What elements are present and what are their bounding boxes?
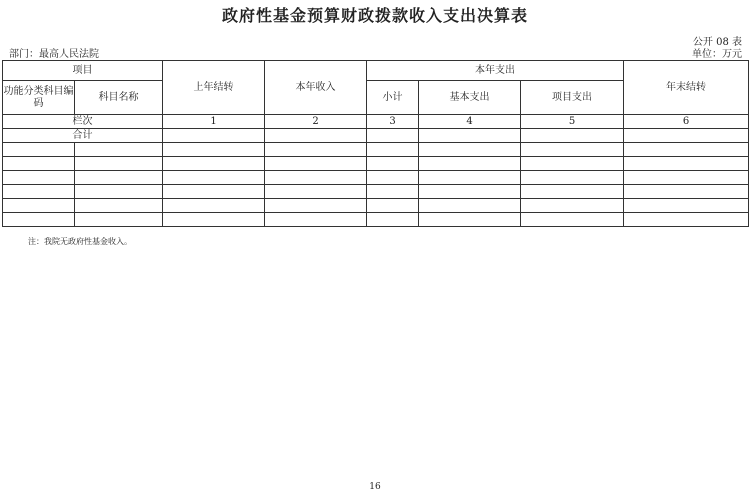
header-prev-balance: 上年结转 — [163, 61, 265, 115]
header-item: 项目 — [3, 61, 163, 81]
table-cell — [367, 171, 419, 185]
column-number: 5 — [521, 115, 624, 129]
table-cell — [3, 185, 75, 199]
table-cell — [3, 143, 75, 157]
table-cell — [367, 157, 419, 171]
total-label: 合计 — [3, 129, 163, 143]
table-cell — [75, 199, 163, 213]
table-cell — [419, 213, 521, 227]
table-cell — [75, 143, 163, 157]
table-cell — [367, 213, 419, 227]
table-cell — [419, 199, 521, 213]
table-cell — [265, 213, 367, 227]
department-label: 部门：最高人民法院 — [9, 49, 99, 60]
table-cell — [521, 185, 624, 199]
table-row — [3, 171, 749, 185]
header-year-end-balance: 年末结转 — [624, 61, 749, 115]
table-cell — [521, 143, 624, 157]
table-cell — [521, 171, 624, 185]
table-cell — [624, 129, 749, 143]
column-index-row — [3, 115, 749, 129]
column-number: 3 — [367, 115, 419, 129]
table-cell — [75, 157, 163, 171]
column-index-label: 栏次 — [3, 115, 163, 129]
table-cell — [419, 185, 521, 199]
budget-table — [2, 60, 749, 227]
table-cell — [3, 157, 75, 171]
table-cell — [75, 213, 163, 227]
table-cell — [624, 185, 749, 199]
table-row — [3, 157, 749, 171]
column-number: 6 — [624, 115, 749, 129]
table-cell — [265, 143, 367, 157]
table-cell — [3, 213, 75, 227]
table-cell — [163, 157, 265, 171]
footnote: 注：我院无政府性基金收入。 — [28, 237, 132, 246]
table-cell — [265, 171, 367, 185]
table-cell — [163, 129, 265, 143]
table-cell — [265, 129, 367, 143]
page-number: 16 — [369, 482, 381, 492]
table-cell — [367, 143, 419, 157]
table-row — [3, 199, 749, 213]
table-row — [3, 213, 749, 227]
table-cell — [521, 213, 624, 227]
table-cell — [624, 157, 749, 171]
table-cell — [624, 213, 749, 227]
table-cell — [367, 129, 419, 143]
table-cell — [419, 157, 521, 171]
page-title: 政府性基金预算财政拨款收入支出决算表 — [221, 6, 528, 25]
table-cell — [163, 143, 265, 157]
header-func-code: 功能分类科目编码 — [3, 81, 75, 115]
table-cell — [3, 171, 75, 185]
unit-label: 单位：万元 — [692, 49, 742, 60]
table-cell — [521, 199, 624, 213]
header-current-expense: 本年支出 — [367, 61, 624, 81]
header-subtotal: 小计 — [367, 81, 419, 115]
column-number: 4 — [419, 115, 521, 129]
column-number: 1 — [163, 115, 265, 129]
table-cell — [624, 199, 749, 213]
total-row — [3, 129, 749, 143]
table-cell — [367, 199, 419, 213]
table-cell — [75, 185, 163, 199]
table-cell — [163, 185, 265, 199]
header-subject-name: 科目名称 — [75, 81, 163, 115]
table-cell — [419, 143, 521, 157]
table-cell — [163, 171, 265, 185]
table-cell — [75, 171, 163, 185]
table-row — [3, 185, 749, 199]
table-cell — [265, 199, 367, 213]
table-cell — [367, 185, 419, 199]
table-cell — [521, 129, 624, 143]
table-cell — [624, 143, 749, 157]
table-cell — [521, 157, 624, 171]
table-cell — [265, 185, 367, 199]
table-cell — [265, 157, 367, 171]
header-project-expense: 项目支出 — [521, 81, 624, 115]
header-basic-expense: 基本支出 — [419, 81, 521, 115]
table-cell — [163, 213, 265, 227]
table-cell — [419, 129, 521, 143]
header-current-income: 本年收入 — [265, 61, 367, 115]
table-cell — [419, 171, 521, 185]
column-number: 2 — [265, 115, 367, 129]
table-row — [3, 143, 749, 157]
form-number: 公开 08 表 — [692, 37, 742, 48]
table-cell — [624, 171, 749, 185]
table-cell — [163, 199, 265, 213]
table-cell — [3, 199, 75, 213]
